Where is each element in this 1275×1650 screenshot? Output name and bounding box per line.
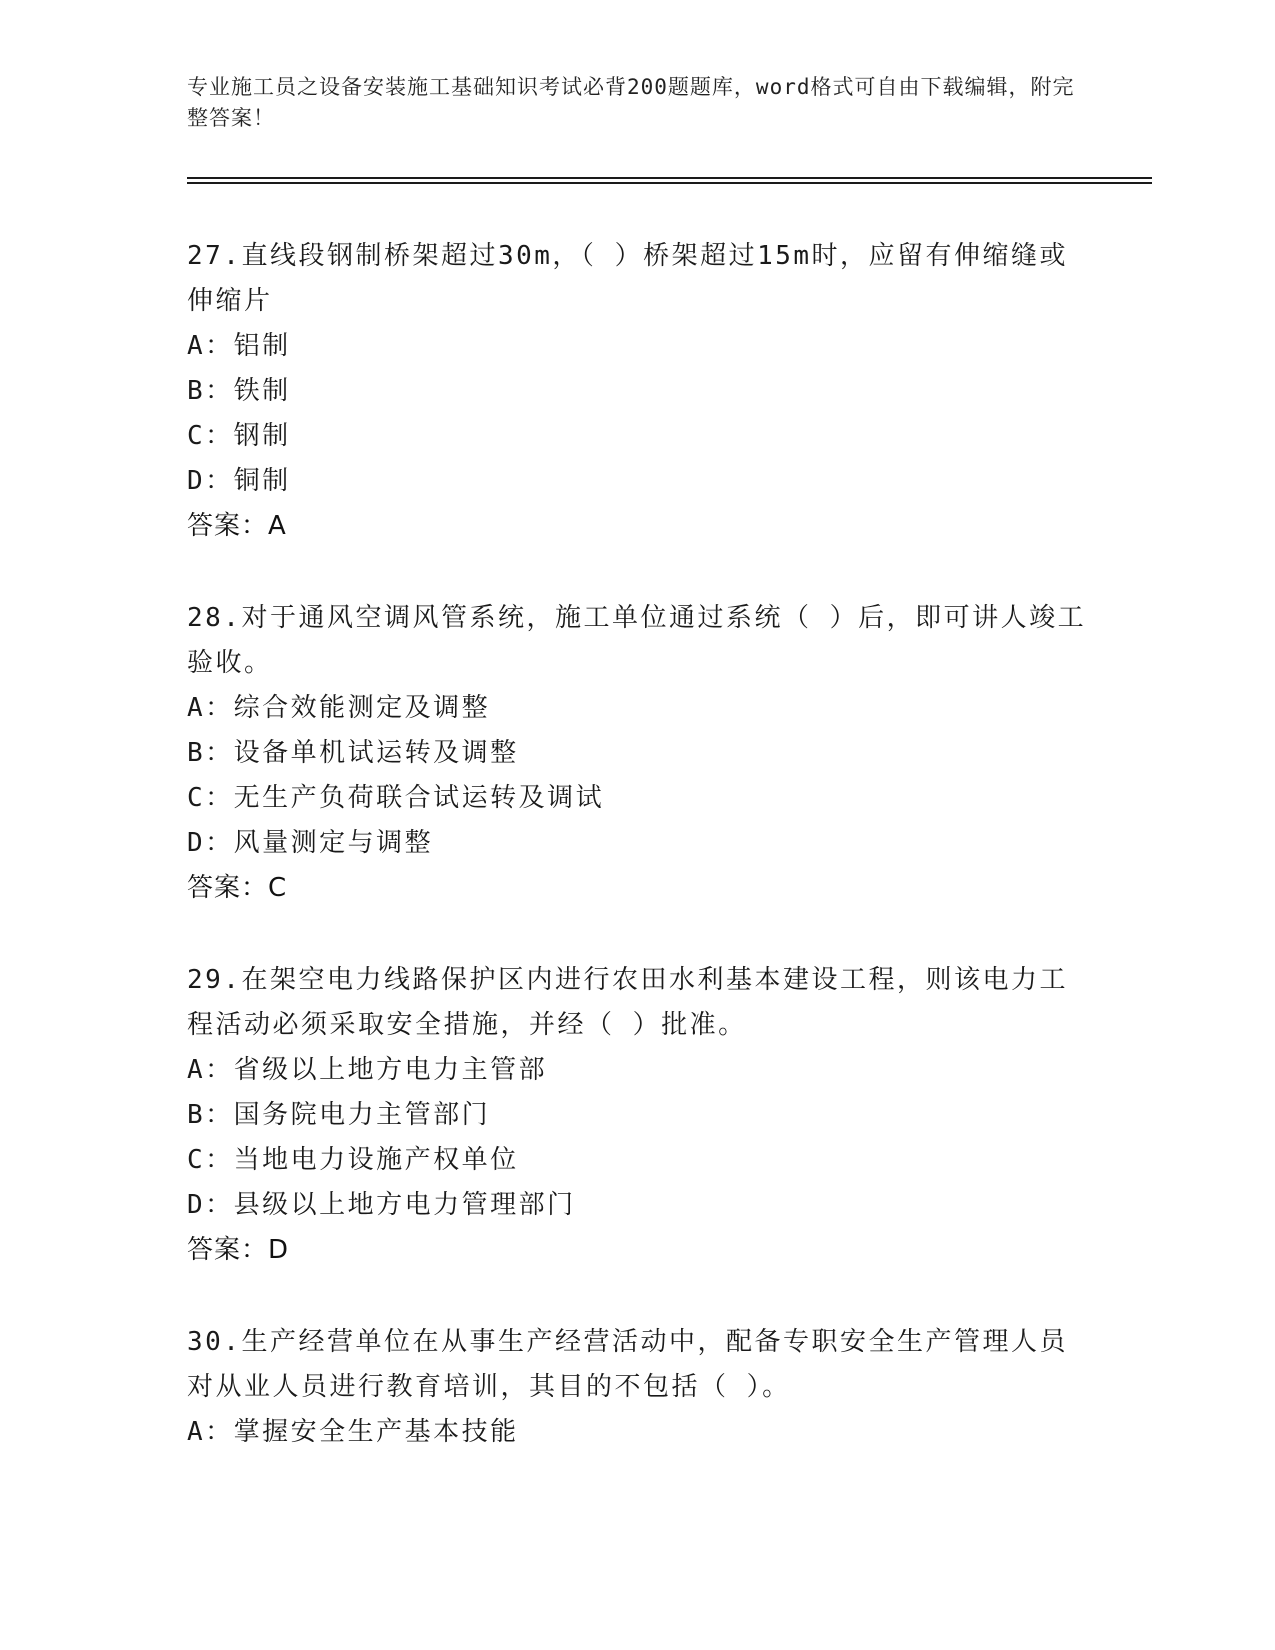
- question-stem: 29.在架空电力线路保护区内进行农田水利基本建设工程，则该电力工程活动必须采取安全措施，并经（ ）批准。: [187, 965, 1068, 1040]
- question-stem: 30.生产经营单位在从事生产经营活动中，配备专职安全生产管理人员对从业人员进行教育培训，其目的不包括（ ）。: [187, 1327, 1068, 1402]
- option-d: D：铜制: [187, 466, 291, 496]
- answer-line: 答案：A: [187, 511, 287, 541]
- header-divider-top: [187, 177, 1152, 179]
- question-spacer: [187, 1273, 1087, 1320]
- question-spacer: [187, 911, 1087, 958]
- option-a: A：省级以上地方电力主管部: [187, 1055, 548, 1085]
- option-d: D：县级以上地方电力管理部门: [187, 1190, 576, 1220]
- question-spacer: [187, 549, 1087, 596]
- option-a: A：掌握安全生产基本技能: [187, 1417, 519, 1447]
- question-stem: 28.对于通风空调风管系统，施工单位通过系统（ ）后，即可讲人竣工验收。: [187, 603, 1087, 678]
- option-c: C：无生产负荷联合试运转及调试: [187, 783, 605, 813]
- option-b: B：国务院电力主管部门: [187, 1100, 491, 1130]
- question-27: [187, 234, 1087, 549]
- question-list: [187, 234, 1087, 1455]
- option-a: A：铝制: [187, 331, 291, 361]
- document-header: 专业施工员之设备安装施工基础知识考试必背200题题库，word格式可自由下载编辑，附完整答案！: [187, 75, 1075, 130]
- option-b: B：设备单机试运转及调整: [187, 738, 519, 768]
- header-divider-bottom: [187, 182, 1152, 184]
- question-29: [187, 958, 1087, 1273]
- question-stem: 27.直线段钢制桥架超过30m，（ ）桥架超过15m时，应留有伸缩缝或伸缩片: [187, 241, 1069, 316]
- question-30: [187, 1320, 1087, 1455]
- option-d: D：风量测定与调整: [187, 828, 434, 858]
- option-b: B：铁制: [187, 376, 291, 406]
- option-c: C：钢制: [187, 421, 291, 451]
- option-a: A：综合效能测定及调整: [187, 693, 491, 723]
- question-28: [187, 596, 1087, 911]
- option-c: C：当地电力设施产权单位: [187, 1145, 519, 1175]
- answer-line: 答案：D: [187, 1235, 290, 1265]
- answer-line: 答案：C: [187, 873, 288, 903]
